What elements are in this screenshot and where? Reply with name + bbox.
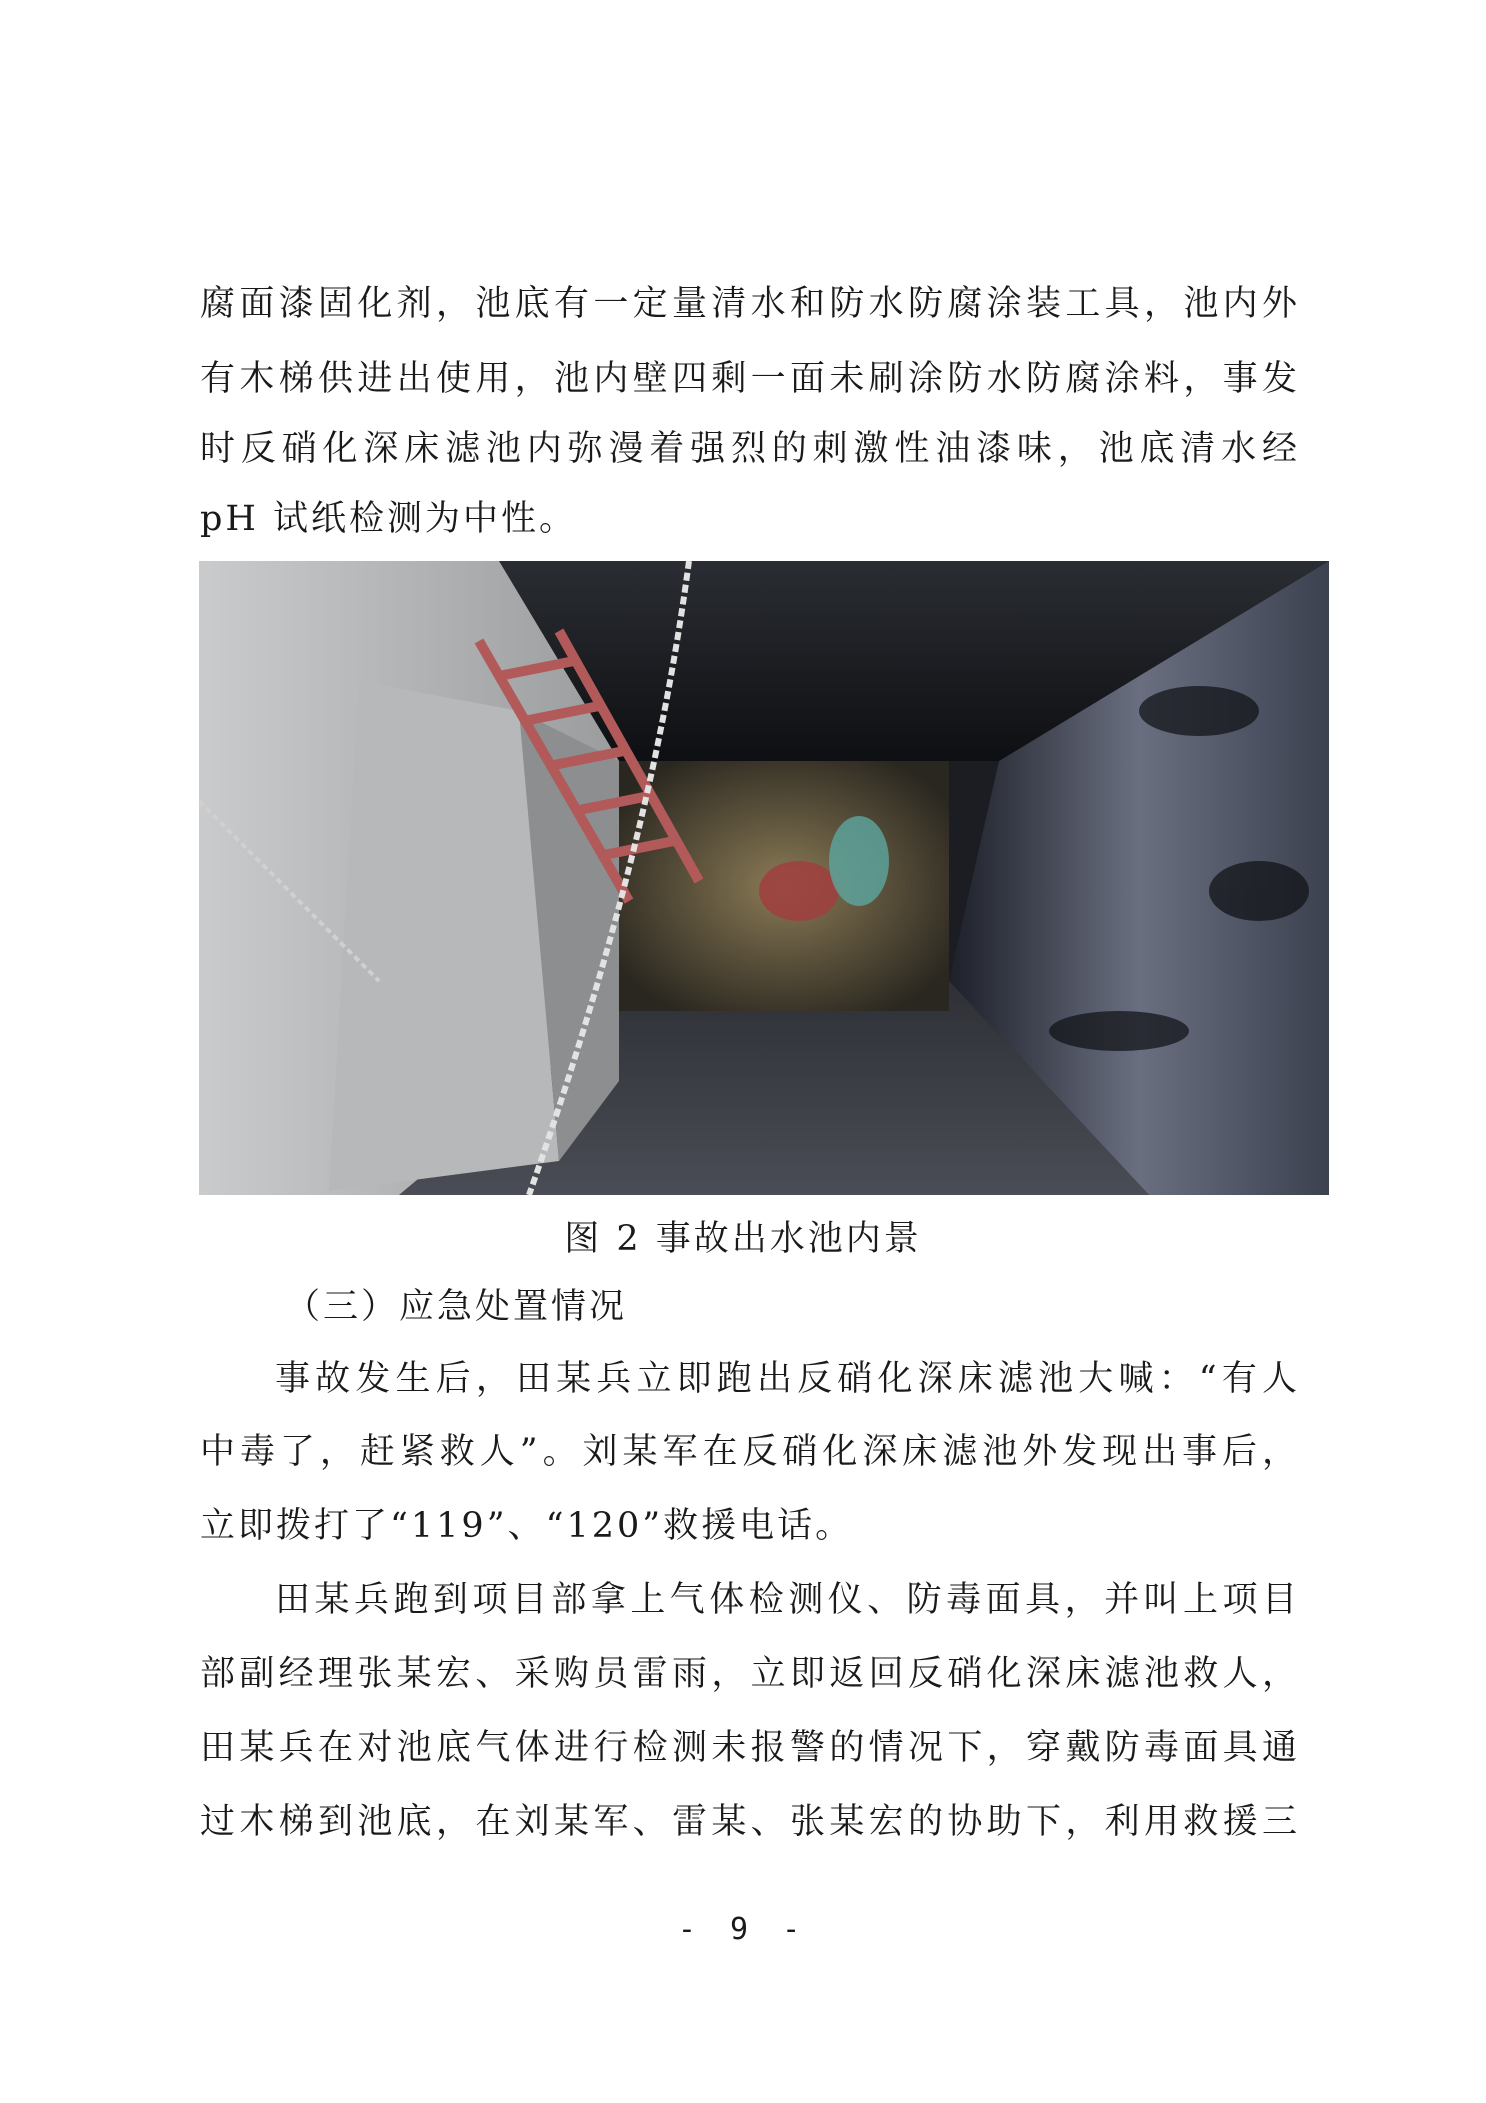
paragraph-1-line-1: 腐面漆固化剂，池底有一定量清水和防水防腐涂装工具，池内外: [200, 284, 1300, 324]
figure-caption: 图 2 事故出水池内景: [564, 1219, 922, 1259]
paragraph-3-line-3: 田某兵在对池底气体进行检测未报警的情况下，穿戴防毒面具通: [200, 1728, 1300, 1768]
paragraph-2-line-1: 事故发生后，田某兵立即跑出反硝化深床滤池大喊：“有人: [275, 1359, 1300, 1399]
paragraph-3-line-1: 田某兵跑到项目部拿上气体检测仪、防毒面具，并叫上项目: [275, 1580, 1300, 1620]
paragraph-1-line-3: 时反硝化深床滤池内弥漫着强烈的刺激性油漆味，池底清水经: [200, 429, 1300, 469]
paragraph-3-line-4: 过木梯到池底，在刘某军、雷某、张某宏的协助下，利用救援三: [200, 1802, 1300, 1842]
paragraph-3-line-2: 部副经理张某宏、采购员雷雨，立即返回反硝化深床滤池救人，: [200, 1654, 1300, 1694]
page-number: - 9 -: [677, 1912, 809, 1947]
figure-photo-tank-interior: [199, 561, 1329, 1195]
paragraph-1-line-4: pH 试纸检测为中性。: [200, 499, 578, 539]
section-heading: （三）应急处置情况: [285, 1287, 628, 1327]
paragraph-1-line-2: 有木梯供进出使用，池内壁四剩一面未刷涂防水防腐涂料，事发: [200, 359, 1300, 399]
paragraph-2-line-3: 立即拨打了“119”、“120”救援电话。: [200, 1506, 854, 1546]
paragraph-2-line-2: 中毒了，赶紧救人”。刘某军在反硝化深床滤池外发现出事后，: [200, 1432, 1300, 1472]
